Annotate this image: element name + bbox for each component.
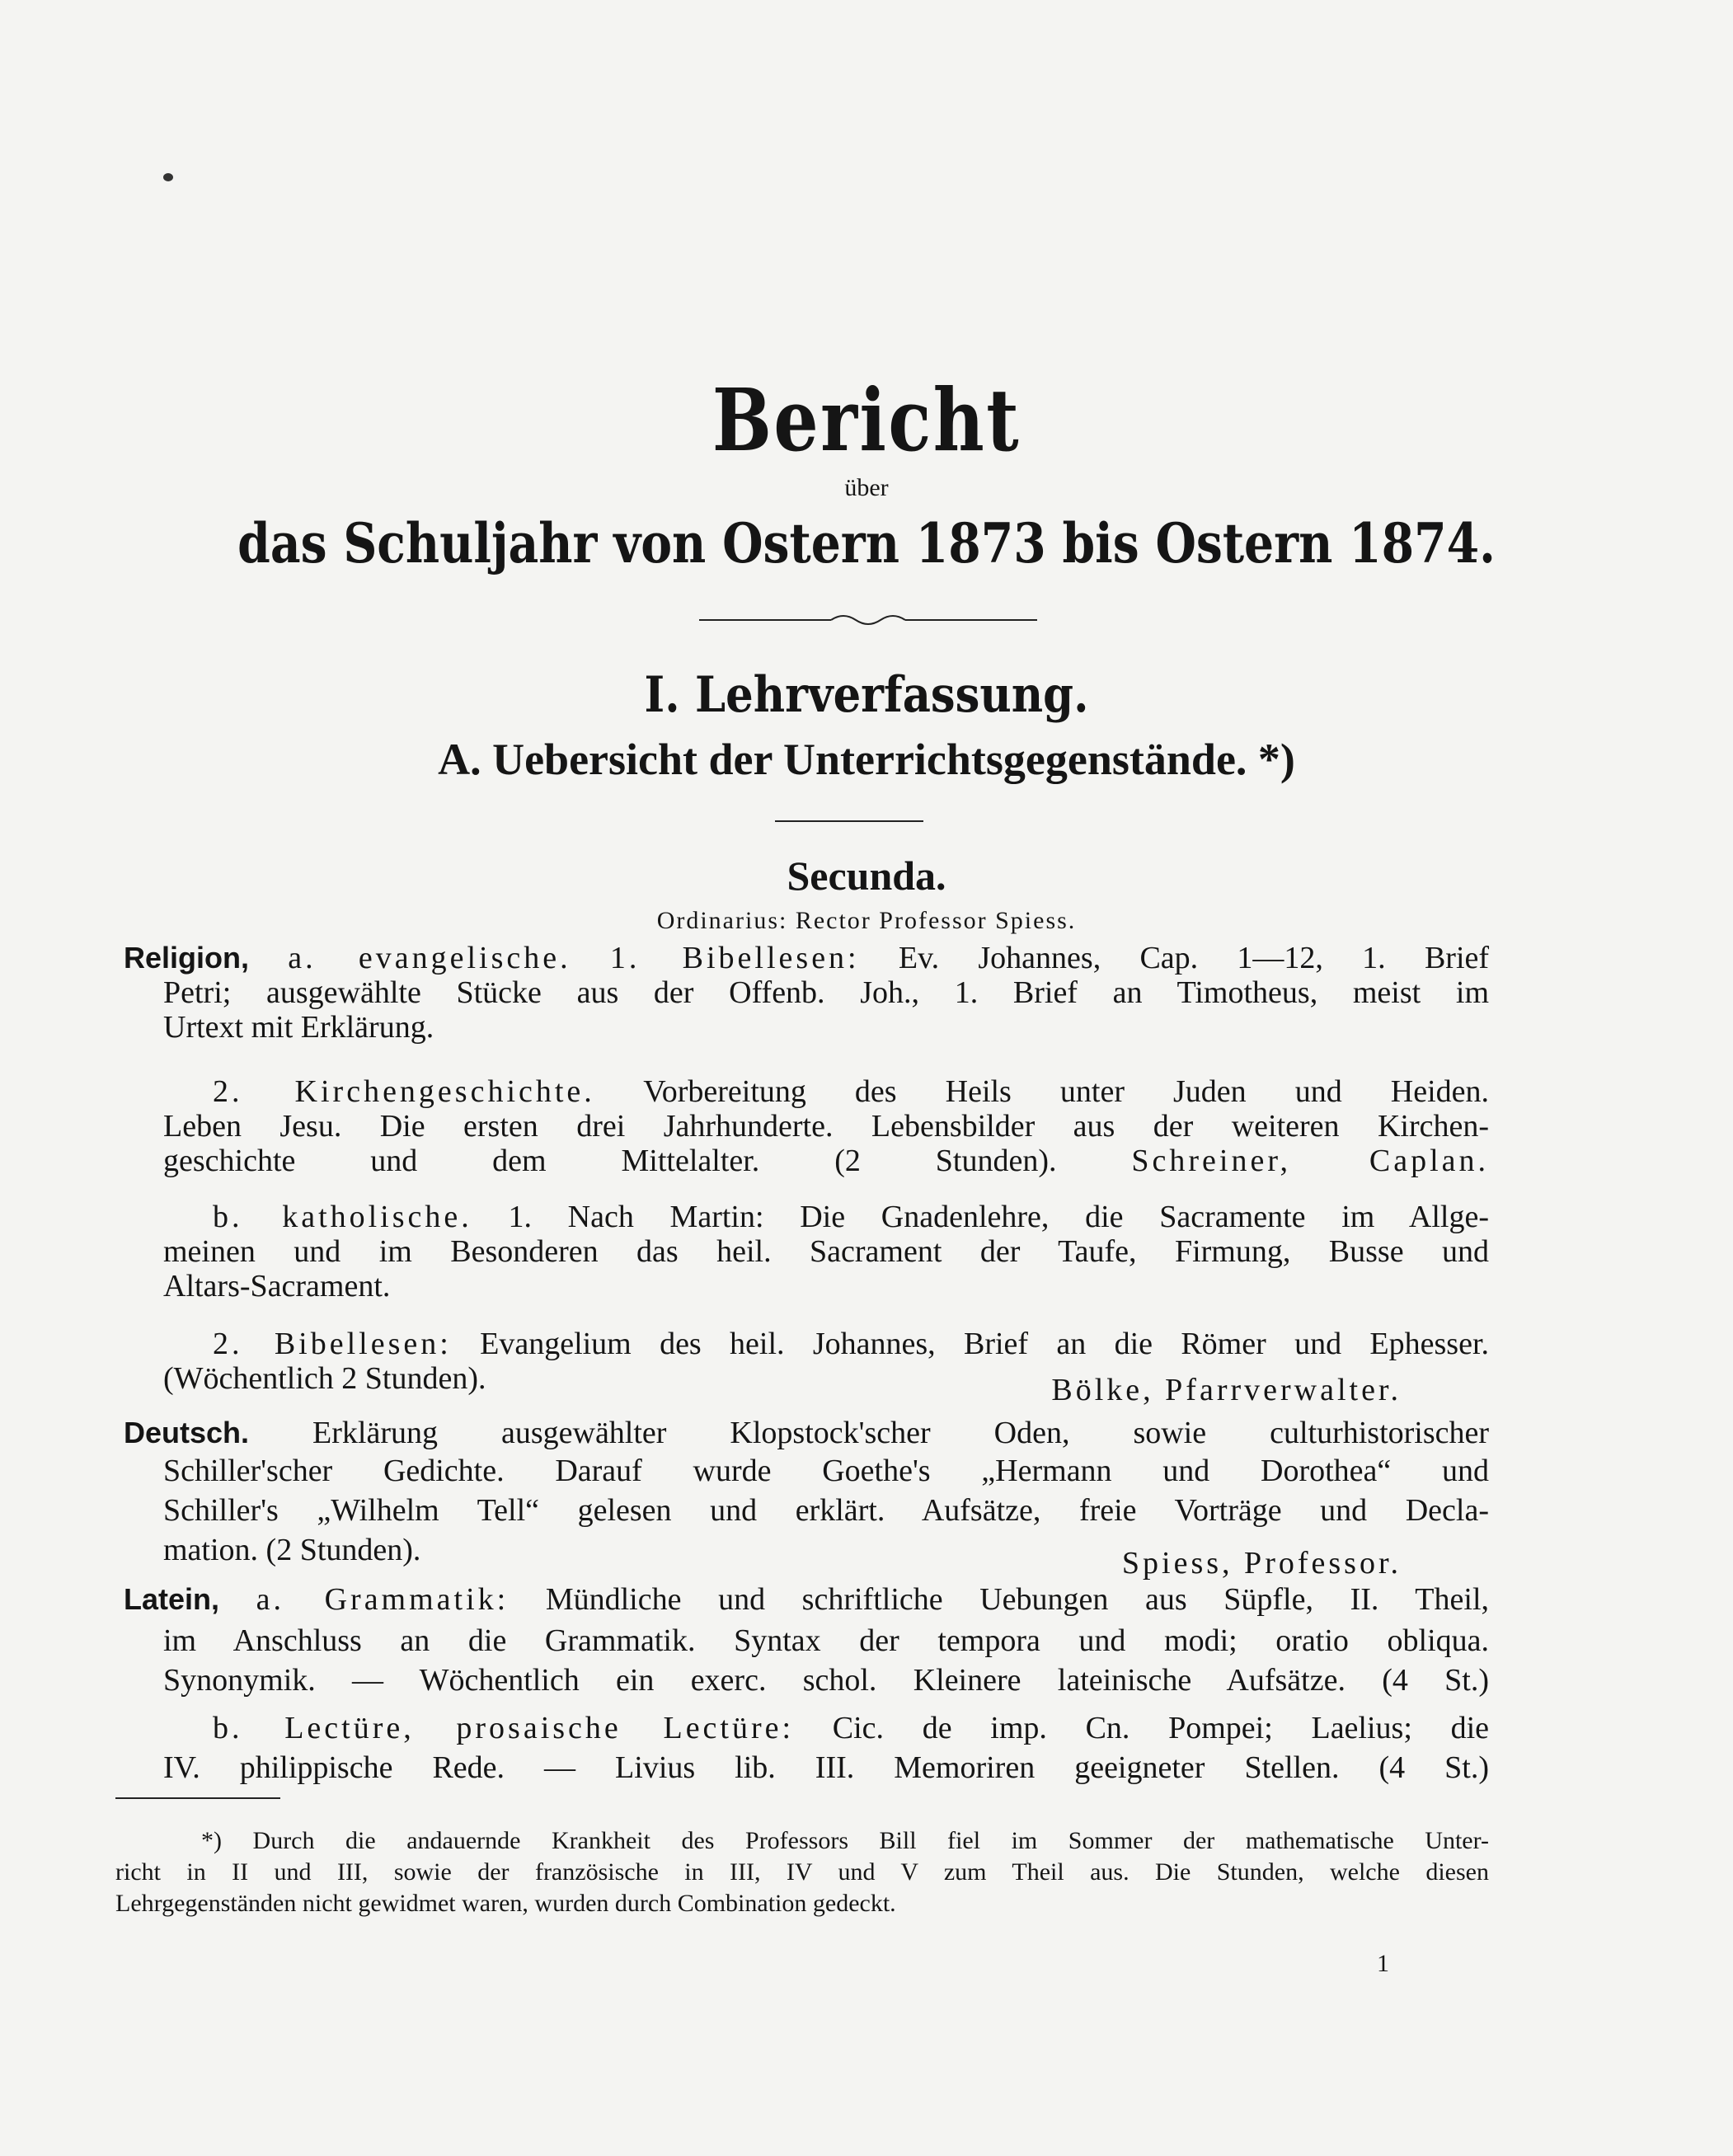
ornament-divider (699, 612, 1037, 628)
footnote-rule (115, 1797, 280, 1799)
religion-b-line-2: meinen und im Besonderen das heil. Sacrament der Taufe, Firmung, Busse und (163, 1234, 1489, 1269)
latein-b-line-1: b. Lectüre, prosaische Lectüre: Cic. de imp. Cn. Pompei; Laelius; die (213, 1711, 1489, 1745)
section-subheading: A. Uebersicht der Unterrichtsgegenstände. *) (438, 735, 1295, 784)
class-heading: Secunda. (787, 853, 946, 899)
latein-line-3: Synonymik. — Wöchentlich ein exerc. schol. Kleinere lateinische Aufsätze. (4 St.) (163, 1663, 1489, 1698)
religion-b-line-1: b. katholische. 1. Nach Martin: Die Gnadenlehre, die Sacramente im Allge- (213, 1200, 1489, 1234)
latein-line-2: im Anschluss an die Grammatik. Syntax der tempora und modi; oratio obliqua. (163, 1623, 1489, 1658)
religion-kg-line-1: 2. Kirchengeschichte. Vorbereitung des Heils unter Juden und Heiden. (213, 1074, 1489, 1109)
teacher-name: Bölke, Pfarrverwalter. (1051, 1373, 1402, 1407)
deutsch-line-1: Deutsch. Erklärung ausgewählter Klopstock'scher Oden, sowie culturhistorischer (124, 1416, 1490, 1450)
religion-line-1: Religion, a. evangelische. 1. Bibellesen: Ev. Johannes, Cap. 1—12, 1. Brief (124, 941, 1490, 975)
religion-b-line-3: Altars-Sacrament. (163, 1269, 391, 1303)
deutsch-line-3: Schiller's „Wilhelm Tell“ gelesen und erklärt. Aufsätze, freie Vorträge und Decla- (163, 1493, 1489, 1528)
religion-label: Religion, (124, 941, 249, 975)
ordinarius-line: Ordinarius: Rector Professor Spiess. (656, 907, 1077, 934)
religion-kg-line-3: geschichte und dem Mittelalter. (2 Stunden). Schreiner, Caplan. (163, 1144, 1489, 1178)
religion-bb-line-2: (Wöchentlich 2 Stunden). (163, 1361, 486, 1396)
ink-smudge (163, 173, 173, 181)
deutsch-line-2: Schiller'scher Gedichte. Darauf wurde Goethe's „Hermann und Dorothea“ und (163, 1454, 1489, 1488)
religion-kg-line-2: Leben Jesu. Die ersten drei Jahrhunderte. Lebensbilder aus der weiteren Kirchen- (163, 1109, 1489, 1144)
page-number: 1 (1377, 1950, 1389, 1977)
report-title: Bericht (712, 369, 1021, 471)
religion-line-2: Petri; ausgewählte Stücke aus der Offenb. Joh., 1. Brief an Timotheus, meist im (163, 975, 1489, 1010)
footnote-line-2: richt in II und III, sowie der französische in III, IV und V zum Theil aus. Die Stunden, welche diesen (115, 1858, 1489, 1886)
report-subtitle: das Schuljahr von Ostern 1873 bis Ostern 1874. (237, 511, 1496, 575)
heading-rule (775, 820, 923, 822)
latein-label: Latein, (124, 1582, 220, 1616)
title-preposition: über (844, 474, 889, 501)
deutsch-label: Deutsch. (124, 1416, 250, 1449)
footnote-line-3: Lehrgegenständen nicht gewidmet waren, wurden durch Combination gedeckt. (115, 1890, 896, 1917)
religion-line-3: Urtext mit Erklärung. (163, 1010, 434, 1045)
deutsch-line-4: mation. (2 Stunden). (163, 1533, 421, 1567)
teacher-name: Spiess, Professor. (1121, 1546, 1402, 1581)
latein-b-line-2: IV. philippische Rede. — Livius lib. III. Memoriren geeigneter Stellen. (4 St.) (163, 1750, 1489, 1785)
deutsch-teacher (163, 1543, 1402, 1583)
latein-line-1: Latein, a. Grammatik: Mündliche und schriftliche Uebungen aus Süpfle, II. Theil, (124, 1582, 1490, 1617)
religion-bb-teacher (163, 1370, 1402, 1410)
footnote-line-1: *) Durch die andauernde Krankheit des Professors Bill fiel im Sommer der mathematische Unter- (201, 1827, 1489, 1854)
teacher-name: Schreiner, Caplan. (1131, 1144, 1489, 1178)
section-heading: I. Lehrverfassung. (644, 666, 1089, 724)
religion-bb-line-1: 2. Bibellesen: Evangelium des heil. Johannes, Brief an die Römer und Ephesser. (213, 1327, 1489, 1361)
